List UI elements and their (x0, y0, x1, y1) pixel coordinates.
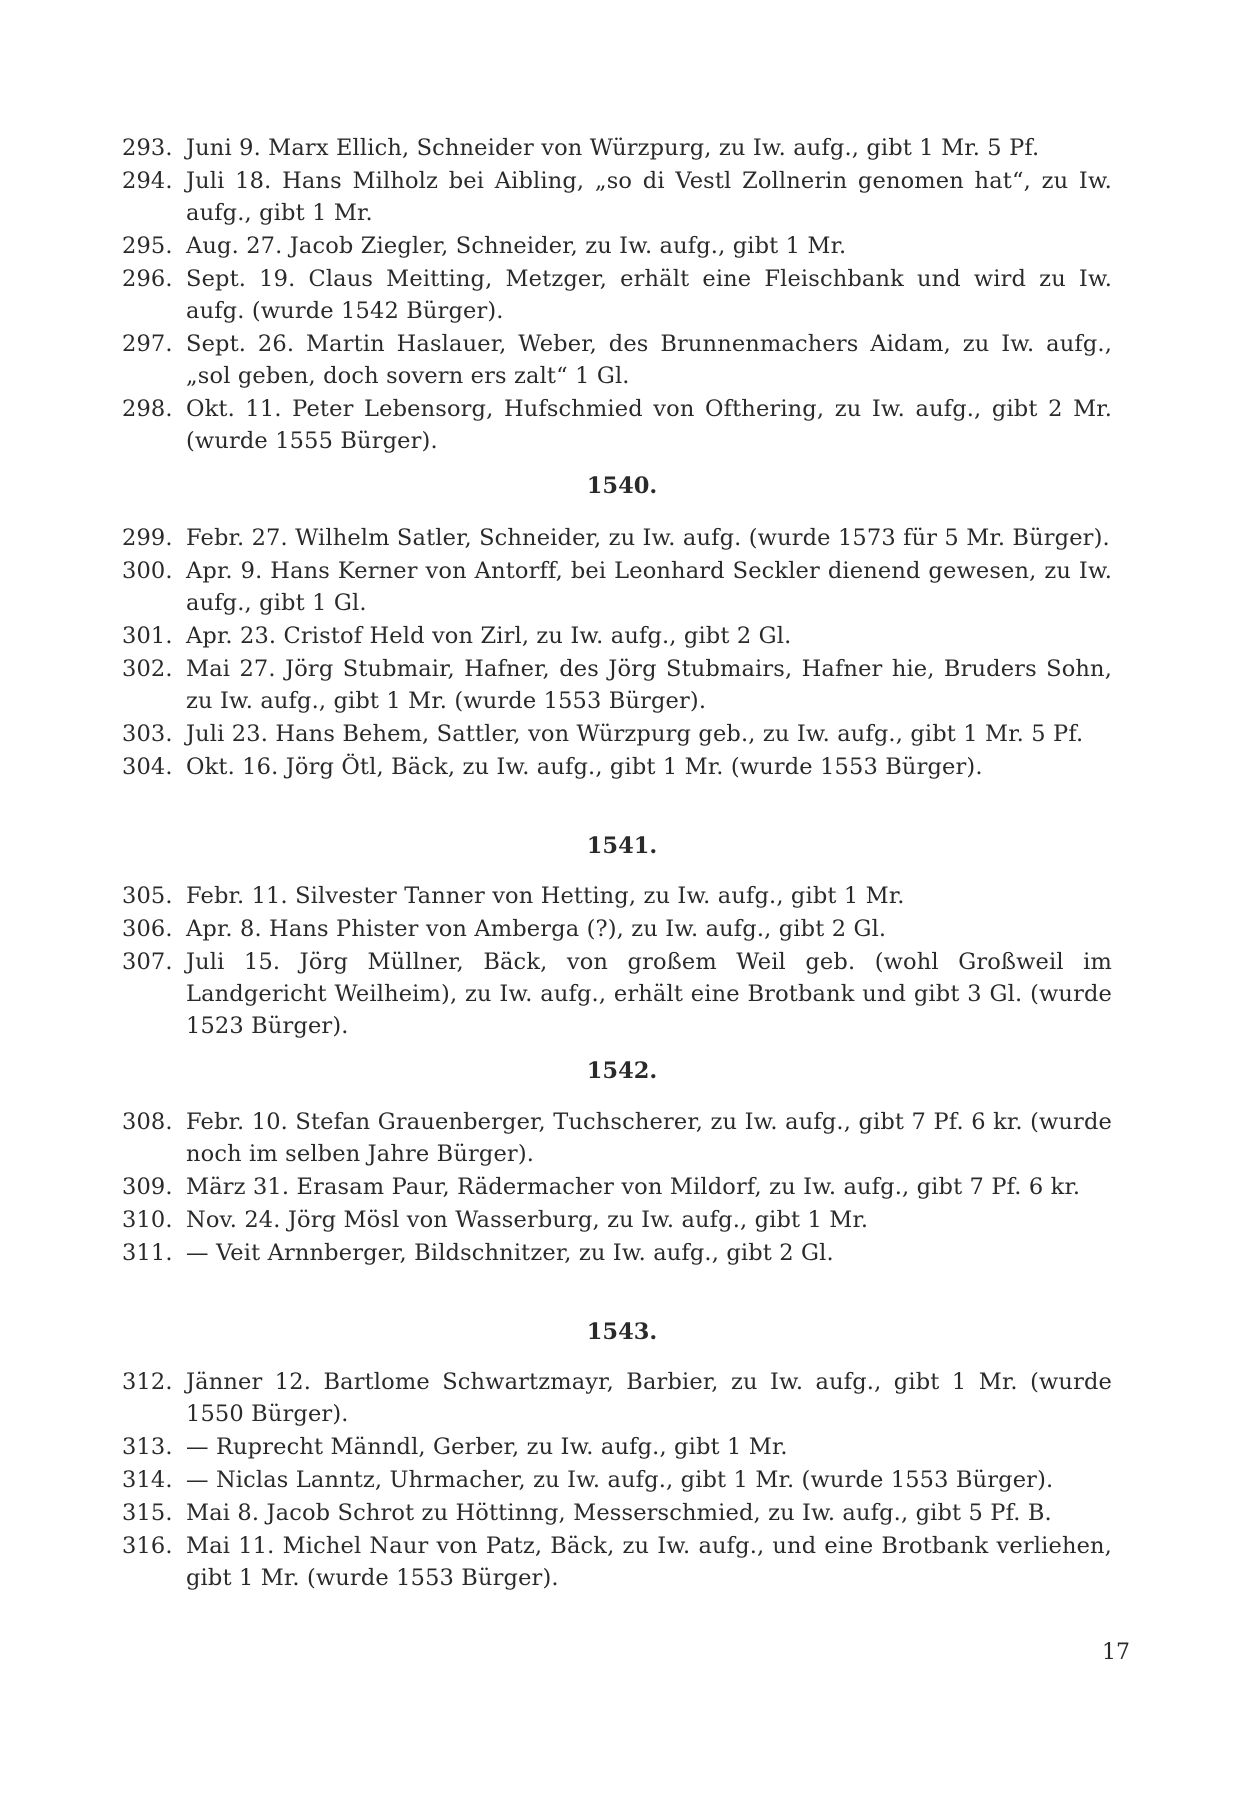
entry-text: Juli 23. Hans Behem, Sattler, von Würzpurg geb., zu Iw. aufg., gibt 1 Mr. 5 Pf. (186, 721, 1084, 747)
entry-number: 313. (122, 1434, 173, 1460)
entry-308 (122, 1106, 1112, 1170)
year-heading-1542: 1542. (586, 1058, 658, 1084)
year-heading-1541: 1541. (586, 833, 658, 859)
entry-306 (122, 913, 1112, 945)
entry-text: Okt. 16. Jörg Ötl, Bäck, zu Iw. aufg., gibt 1 Mr. (wurde 1553 Bürger). (186, 754, 983, 780)
entry-text: — Veit Arnnberger, Bildschnitzer, zu Iw. aufg., gibt 2 Gl. (186, 1240, 834, 1266)
entry-number: 297. (122, 331, 173, 357)
entry-309 (122, 1171, 1112, 1203)
entry-number: 300. (122, 558, 173, 584)
entry-307 (122, 946, 1112, 1042)
entry-text: — Niclas Lanntz, Uhrmacher, zu Iw. aufg., gibt 1 Mr. (wurde 1553 Bürger). (186, 1467, 1054, 1493)
entry-number: 305. (122, 883, 173, 909)
entry-text: — Ruprecht Männdl, Gerber, zu Iw. aufg., gibt 1 Mr. (186, 1434, 788, 1460)
entry-293 (122, 132, 1112, 164)
entry-text: Juni 9. Marx Ellich, Schneider von Würzpurg, zu Iw. aufg., gibt 1 Mr. 5 Pf. (186, 135, 1040, 161)
entry-text: Sept. 19. Claus Meitting, Metzger, erhält eine Fleischbank und wird zu Iw. aufg. (wurde 1542 Bürger). (186, 266, 1112, 324)
year-heading-1540: 1540. (586, 473, 658, 499)
entry-text: Sept. 26. Martin Haslauer, Weber, des Brunnenmachers Aidam, zu Iw. aufg., „sol geben, doch sovern ers zalt“ 1 Gl. (186, 331, 1112, 389)
page-number: 17 (1102, 1640, 1130, 1665)
entry-303 (122, 718, 1112, 750)
entry-number: 304. (122, 754, 173, 780)
entry-text: Apr. 8. Hans Phister von Amberga (?), zu Iw. aufg., gibt 2 Gl. (186, 916, 887, 942)
entry-number: 308. (122, 1109, 173, 1135)
entry-number: 306. (122, 916, 173, 942)
entry-312 (122, 1366, 1112, 1430)
entry-text: Mai 27. Jörg Stubmair, Hafner, des Jörg Stubmairs, Hafner hie, Bruders Sohn, zu Iw. aufg., gibt 1 Mr. (wurde 1553 Bürger). (186, 656, 1112, 714)
entry-text: Okt. 11. Peter Lebensorg, Hufschmied von Ofthering, zu Iw. aufg., gibt 2 Mr. (wurde 1555 Bürger). (186, 396, 1112, 454)
entry-315 (122, 1497, 1112, 1529)
entry-text: Mai 11. Michel Naur von Patz, Bäck, zu Iw. aufg., und eine Brotbank verliehen, gibt 1 Mr. (wurde 1553 Bürger). (186, 1533, 1112, 1591)
entry-297 (122, 328, 1112, 392)
entry-number: 314. (122, 1467, 173, 1493)
entry-text: Nov. 24. Jörg Mösl von Wasserburg, zu Iw. aufg., gibt 1 Mr. (186, 1207, 869, 1233)
entry-number: 299. (122, 525, 173, 551)
entry-text: Febr. 11. Silvester Tanner von Hetting, zu Iw. aufg., gibt 1 Mr. (186, 883, 905, 909)
entry-number: 307. (122, 949, 173, 975)
entry-number: 301. (122, 623, 173, 649)
entry-number: 302. (122, 656, 173, 682)
entry-text: Febr. 27. Wilhelm Satler, Schneider, zu Iw. aufg. (wurde 1573 für 5 Mr. Bürger). (186, 525, 1110, 551)
entry-number: 295. (122, 233, 173, 259)
entry-number: 312. (122, 1369, 173, 1395)
entry-text: Apr. 9. Hans Kerner von Antorff, bei Leonhard Seckler dienend gewesen, zu Iw. aufg., gibt 1 Gl. (186, 558, 1112, 616)
entry-302 (122, 653, 1112, 717)
entry-number: 316. (122, 1533, 173, 1559)
entry-300 (122, 555, 1112, 619)
entry-number: 294. (122, 168, 173, 194)
entry-316 (122, 1530, 1112, 1594)
entry-text: Aug. 27. Jacob Ziegler, Schneider, zu Iw. aufg., gibt 1 Mr. (186, 233, 847, 259)
entry-number: 310. (122, 1207, 173, 1233)
entry-299 (122, 522, 1112, 554)
entry-305 (122, 880, 1112, 912)
entry-311 (122, 1237, 1112, 1269)
entry-296 (122, 263, 1112, 327)
entry-number: 298. (122, 396, 173, 422)
year-heading-1543: 1543. (586, 1319, 658, 1345)
entry-310 (122, 1204, 1112, 1236)
entry-number: 296. (122, 266, 173, 292)
entry-text: Jänner 12. Bartlome Schwartzmayr, Barbier, zu Iw. aufg., gibt 1 Mr. (wurde 1550 Bürger). (186, 1369, 1112, 1427)
entry-298 (122, 393, 1112, 457)
entry-text: Juli 18. Hans Milholz bei Aibling, „so di Vestl Zollnerin genomen hat“, zu Iw. aufg., gibt 1 Mr. (186, 168, 1112, 226)
entry-number: 315. (122, 1500, 173, 1526)
entry-295 (122, 230, 1112, 262)
entry-314 (122, 1464, 1112, 1496)
entry-number: 309. (122, 1174, 173, 1200)
entry-313 (122, 1431, 1112, 1463)
entry-text: Apr. 23. Cristof Held von Zirl, zu Iw. aufg., gibt 2 Gl. (186, 623, 792, 649)
entry-text: Juli 15. Jörg Müllner, Bäck, von großem Weil geb. (wohl Großweil im Landgericht Weilheim), zu Iw. aufg., erhält eine Brotbank und gibt 3 Gl. (wurde 1523 Bürger). (186, 949, 1112, 1039)
entry-number: 311. (122, 1240, 173, 1266)
entry-text: Febr. 10. Stefan Grauenberger, Tuchscherer, zu Iw. aufg., gibt 7 Pf. 6 kr. (wurde noch im selben Jahre Bürger). (186, 1109, 1112, 1167)
entry-text: Mai 8. Jacob Schrot zu Höttinng, Messerschmied, zu Iw. aufg., gibt 5 Pf. B. (186, 1500, 1052, 1526)
entry-304 (122, 751, 1112, 783)
entry-number: 293. (122, 135, 173, 161)
entry-301 (122, 620, 1112, 652)
entry-number: 303. (122, 721, 173, 747)
entry-294 (122, 165, 1112, 229)
entry-text: März 31. Erasam Paur, Rädermacher von Mildorf, zu Iw. aufg., gibt 7 Pf. 6 kr. (186, 1174, 1081, 1200)
